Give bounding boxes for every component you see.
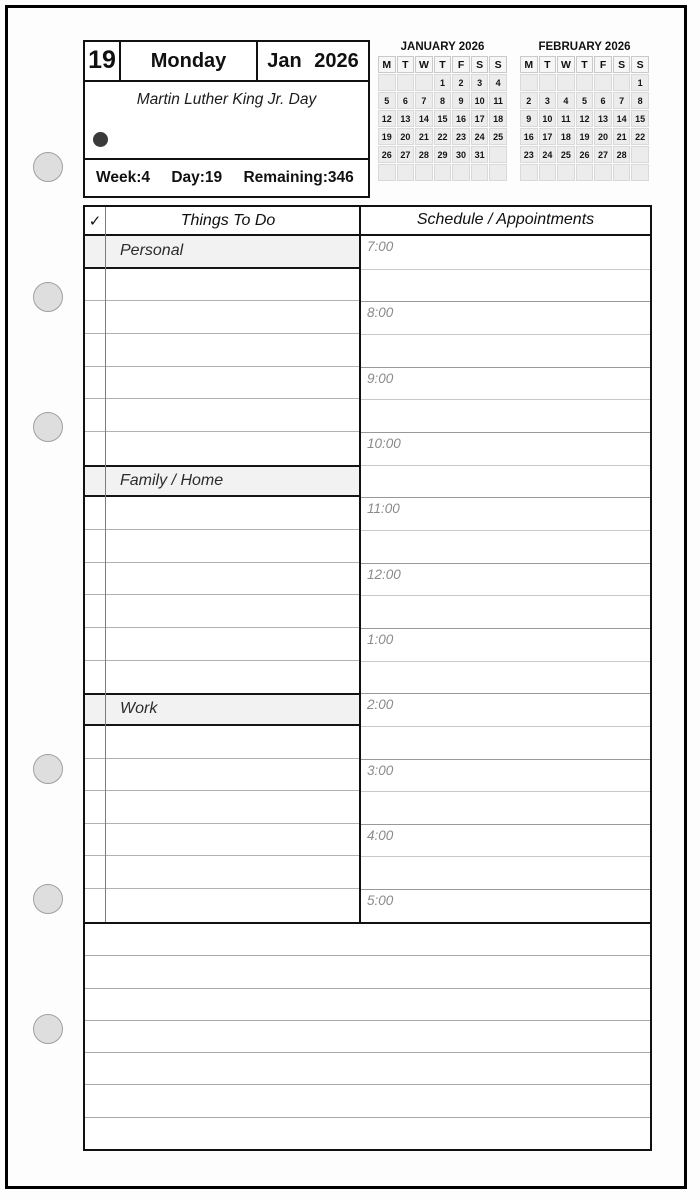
calendar-date-cell: 22: [434, 128, 452, 145]
schedule-rows: [361, 236, 650, 922]
schedule-half-hour-row: [361, 269, 650, 302]
calendar-date-cell: 30: [452, 146, 470, 163]
schedule-hour-row: 3:00: [361, 759, 650, 792]
todo-blank-row: [85, 661, 359, 694]
calendar-date-cell: [520, 74, 538, 91]
schedule-hour-row: 12:00: [361, 563, 650, 596]
mini-calendar-january: [377, 41, 508, 182]
calendar-date-cell: 10: [539, 110, 557, 127]
remaining-days-label: Remaining:346: [243, 169, 354, 186]
todo-rows: [85, 236, 359, 922]
schedule-hour-row: 2:00: [361, 693, 650, 726]
calendar-date-cell: 1: [434, 74, 452, 91]
calendar-date-cell: 2: [520, 92, 538, 109]
binder-hole: [33, 1014, 63, 1044]
calendar-day-header: T: [434, 56, 452, 73]
check-column-divider: [105, 207, 106, 922]
planner-columns: [85, 207, 650, 922]
todo-blank-row: [85, 726, 359, 759]
notes-blank-row: [85, 1053, 650, 1085]
schedule-hour-row: 11:00: [361, 497, 650, 530]
calendar-day-header: S: [489, 56, 507, 73]
calendar-date-cell: 25: [557, 146, 575, 163]
calendar-date-cell: 20: [397, 128, 415, 145]
calendar-date-cell: 14: [613, 110, 631, 127]
calendar-date-cell: [471, 164, 489, 181]
calendar-date-cell: 18: [557, 128, 575, 145]
week-info-row: [85, 160, 368, 195]
schedule-half-hour-row: [361, 661, 650, 694]
calendar-date-cell: [520, 164, 538, 181]
calendar-date-cell: 24: [539, 146, 557, 163]
calendar-date-cell: [613, 164, 631, 181]
calendar-date-cell: [576, 164, 594, 181]
todo-section-header: Work: [85, 693, 359, 726]
schedule-hour-row: 8:00: [361, 301, 650, 334]
calendar-date-cell: 19: [378, 128, 396, 145]
calendar-date-cell: 9: [452, 92, 470, 109]
calendar-date-cell: [378, 74, 396, 91]
calendar-day-header: M: [378, 56, 396, 73]
todo-blank-row: [85, 269, 359, 302]
calendar-date-cell: [489, 164, 507, 181]
schedule-half-hour-row: [361, 334, 650, 367]
todo-header: Things To Do: [180, 211, 276, 229]
calendar-date-cell: 20: [594, 128, 612, 145]
calendar-day-header: M: [520, 56, 538, 73]
todo-blank-row: [85, 301, 359, 334]
schedule-half-hour-row: [361, 791, 650, 824]
calendar-day-header: T: [576, 56, 594, 73]
calendar-date-cell: 9: [520, 110, 538, 127]
week-label: Week:4: [96, 169, 150, 186]
calendar-date-cell: 15: [631, 110, 649, 127]
calendar-date-cell: 27: [594, 146, 612, 163]
calendar-date-cell: [539, 164, 557, 181]
calendar-date-cell: 5: [576, 92, 594, 109]
day-of-year-label: Day:19: [171, 169, 223, 186]
todo-blank-row: [85, 334, 359, 367]
calendar-date-cell: 15: [434, 110, 452, 127]
calendar-date-cell: [557, 164, 575, 181]
calendar-date-cell: [594, 164, 612, 181]
schedule-hour-row: 10:00: [361, 432, 650, 465]
calendar-date-cell: 17: [471, 110, 489, 127]
calendar-grid: [377, 55, 508, 182]
schedule-half-hour-row: [361, 465, 650, 498]
todo-blank-row: [85, 889, 359, 922]
calendar-date-cell: 28: [415, 146, 433, 163]
day-number: 19: [85, 42, 121, 80]
calendar-date-cell: [539, 74, 557, 91]
calendar-grid: [519, 55, 650, 182]
todo-blank-row: [85, 497, 359, 530]
todo-blank-row: [85, 399, 359, 432]
day-name: Monday: [121, 42, 258, 80]
notes-area: [85, 922, 650, 1149]
schedule-half-hour-row: [361, 726, 650, 759]
holiday-label: Martin Luther King Jr. Day: [136, 91, 317, 108]
calendar-date-cell: 8: [434, 92, 452, 109]
calendar-day-header: S: [613, 56, 631, 73]
calendar-date-cell: 6: [397, 92, 415, 109]
todo-blank-row: [85, 595, 359, 628]
calendar-date-cell: [415, 164, 433, 181]
calendar-date-cell: [631, 164, 649, 181]
calendar-date-cell: 13: [397, 110, 415, 127]
calendar-date-cell: 12: [576, 110, 594, 127]
calendar-day-header: W: [557, 56, 575, 73]
calendar-date-cell: 16: [452, 110, 470, 127]
planner-table: [83, 205, 652, 1151]
calendar-date-cell: 26: [378, 146, 396, 163]
notes-blank-row: [85, 1085, 650, 1117]
calendar-date-cell: 23: [520, 146, 538, 163]
schedule-hour-row: 1:00: [361, 628, 650, 661]
schedule-hour-row: 4:00: [361, 824, 650, 857]
calendar-day-header: T: [539, 56, 557, 73]
calendar-date-cell: 14: [415, 110, 433, 127]
schedule-hour-row: 5:00: [361, 889, 650, 922]
binder-hole: [33, 152, 63, 182]
todo-blank-row: [85, 759, 359, 792]
calendar-date-cell: 2: [452, 74, 470, 91]
schedule-half-hour-row: [361, 399, 650, 432]
calendar-date-cell: 3: [539, 92, 557, 109]
schedule-hour-row: 9:00: [361, 367, 650, 400]
todo-blank-row: [85, 563, 359, 596]
date-header-box: [83, 40, 370, 198]
calendar-date-cell: [378, 164, 396, 181]
todo-section-header: Family / Home: [85, 465, 359, 498]
schedule-header: Schedule / Appointments: [361, 207, 650, 236]
notes-blank-row: [85, 989, 650, 1021]
calendar-date-cell: [613, 74, 631, 91]
calendar-day-header: T: [397, 56, 415, 73]
calendar-date-cell: 25: [489, 128, 507, 145]
mini-calendar-february: [519, 41, 650, 182]
calendar-date-cell: 4: [557, 92, 575, 109]
calendar-date-cell: 21: [415, 128, 433, 145]
calendar-day-header: S: [631, 56, 649, 73]
calendar-date-cell: [557, 74, 575, 91]
calendar-date-cell: 21: [613, 128, 631, 145]
calendar-date-cell: 13: [594, 110, 612, 127]
calendar-date-cell: [434, 164, 452, 181]
calendar-date-cell: 16: [520, 128, 538, 145]
calendar-date-cell: 23: [452, 128, 470, 145]
moon-phase-icon: [93, 132, 108, 147]
calendar-title: JANUARY 2026: [400, 41, 485, 53]
todo-blank-row: [85, 432, 359, 465]
schedule-column: [359, 207, 650, 922]
calendar-day-header: S: [471, 56, 489, 73]
calendar-date-cell: 4: [489, 74, 507, 91]
calendar-day-header: W: [415, 56, 433, 73]
calendar-title: FEBRUARY 2026: [538, 41, 631, 53]
calendar-date-cell: [452, 164, 470, 181]
calendar-date-cell: 7: [415, 92, 433, 109]
calendar-date-cell: [397, 164, 415, 181]
calendar-date-cell: 17: [539, 128, 557, 145]
calendar-date-cell: [594, 74, 612, 91]
calendar-date-cell: 29: [434, 146, 452, 163]
calendar-date-cell: 27: [397, 146, 415, 163]
calendar-date-cell: 12: [378, 110, 396, 127]
todo-header-row: [85, 207, 359, 236]
calendar-date-cell: [415, 74, 433, 91]
calendar-date-cell: 11: [557, 110, 575, 127]
schedule-hour-row: 7:00: [367, 239, 394, 254]
calendar-date-cell: [397, 74, 415, 91]
todo-blank-row: [85, 824, 359, 857]
calendar-day-header: F: [594, 56, 612, 73]
todo-blank-row: [85, 791, 359, 824]
schedule-half-hour-row: [361, 595, 650, 628]
calendar-date-cell: 26: [576, 146, 594, 163]
calendar-date-cell: 8: [631, 92, 649, 109]
month-year: Jan 2026: [267, 50, 359, 72]
binder-hole: [33, 282, 63, 312]
date-header-row: [85, 42, 368, 82]
schedule-half-hour-row: [361, 530, 650, 563]
binder-hole: [33, 884, 63, 914]
calendar-day-header: F: [452, 56, 470, 73]
calendar-date-cell: 3: [471, 74, 489, 91]
calendar-date-cell: 31: [471, 146, 489, 163]
calendar-date-cell: 11: [489, 92, 507, 109]
todo-column: [85, 207, 359, 922]
calendar-date-cell: 1: [631, 74, 649, 91]
notes-blank-row: [85, 956, 650, 988]
calendar-date-cell: 10: [471, 92, 489, 109]
holiday-row: [85, 82, 368, 160]
calendar-date-cell: 6: [594, 92, 612, 109]
todo-section-header: Personal: [85, 236, 359, 269]
checkmark-icon: ✓: [88, 212, 102, 230]
notes-blank-row: [85, 924, 650, 956]
calendar-date-cell: 7: [613, 92, 631, 109]
calendar-date-cell: 24: [471, 128, 489, 145]
calendar-date-cell: [631, 146, 649, 163]
calendar-date-cell: 5: [378, 92, 396, 109]
binder-hole: [33, 754, 63, 784]
todo-blank-row: [85, 367, 359, 400]
notes-blank-row: [85, 1021, 650, 1053]
todo-blank-row: [85, 628, 359, 661]
calendar-date-cell: 19: [576, 128, 594, 145]
binder-hole: [33, 412, 63, 442]
notes-blank-row: [85, 1118, 650, 1149]
calendar-date-cell: 28: [613, 146, 631, 163]
schedule-half-hour-row: [361, 856, 650, 889]
calendar-date-cell: [576, 74, 594, 91]
calendar-date-cell: 22: [631, 128, 649, 145]
calendar-date-cell: [489, 146, 507, 163]
todo-blank-row: [85, 856, 359, 889]
calendar-date-cell: 18: [489, 110, 507, 127]
todo-blank-row: [85, 530, 359, 563]
